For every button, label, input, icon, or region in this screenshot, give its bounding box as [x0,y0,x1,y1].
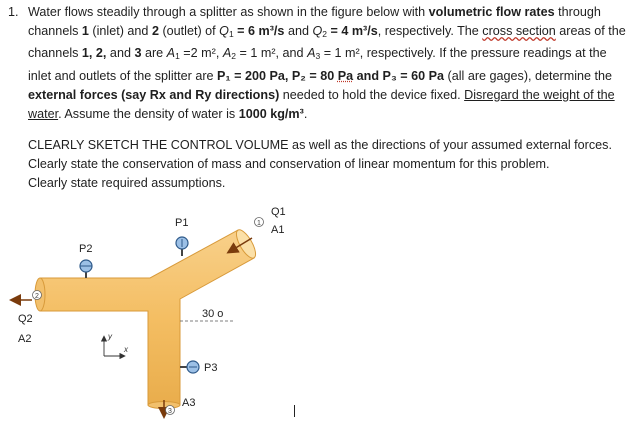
svg-text:2: 2 [35,293,39,300]
svg-text:1: 1 [257,220,261,227]
problem-number: 1. [8,5,19,19]
problem-statement: Water flows steadily through a splitter as shown in the figure below with volumetric flow rates through channels 1 (inlet) and 2 (outlet) of $Q_1 = 6$ m³/s and $Q_2 = 4$ m³/s, respectively. The cross section areas of the channels 1, 2, and 3 are $A_1 =2$ m², $A_2 = 1$ m², and $A_3 = 1$ m², respectively. If the pressure readings at the inlet and outlets of the splitter are P₁ = 200 Pa, P₂ = 80 Pa and P₃ = 60 Pa (all are gages), determine the external forces (say Rx and Ry directions) needed to hold the device fixed. Disregard the weight of the water. Assume the density of water is 1000 kg/m³. [28,5,626,122]
circle-1 [255,218,264,228]
instruction-line-3: Clearly state required assumptions. [28,176,226,191]
gauge-p2 [80,260,92,278]
circle-3 [166,406,175,416]
a3-label: A3 [182,397,196,409]
splitter-pipe [35,227,259,408]
p1-label: P1 [175,217,189,229]
gauge-p3 [180,361,199,373]
instructions [28,136,633,194]
svg-text:3: 3 [168,408,172,415]
svg-text:x: x [124,345,128,354]
a2-label: A2 [18,333,32,345]
p3-label: P3 [204,362,218,374]
p2-label: P2 [79,243,93,255]
q2-label: Q2 [18,313,33,325]
instruction-line-2: Clearly state the conservation of mass and conservation of linear momentum for this problem. [28,157,550,172]
circle-2 [33,291,42,301]
a1-label: A1 [271,224,285,236]
angle-label: 30 o [202,308,224,320]
instruction-line-1: CLEARLY SKETCH THE CONTROL VOLUME as well as the directions of your assumed external forces. [28,138,612,152]
gauge-p1 [176,237,188,256]
splitter-figure [0,200,635,421]
coordinate-axes [104,332,129,356]
text-cursor [294,405,295,417]
q1-label: Q1 [271,206,286,218]
svg-text:y: y [108,332,112,341]
